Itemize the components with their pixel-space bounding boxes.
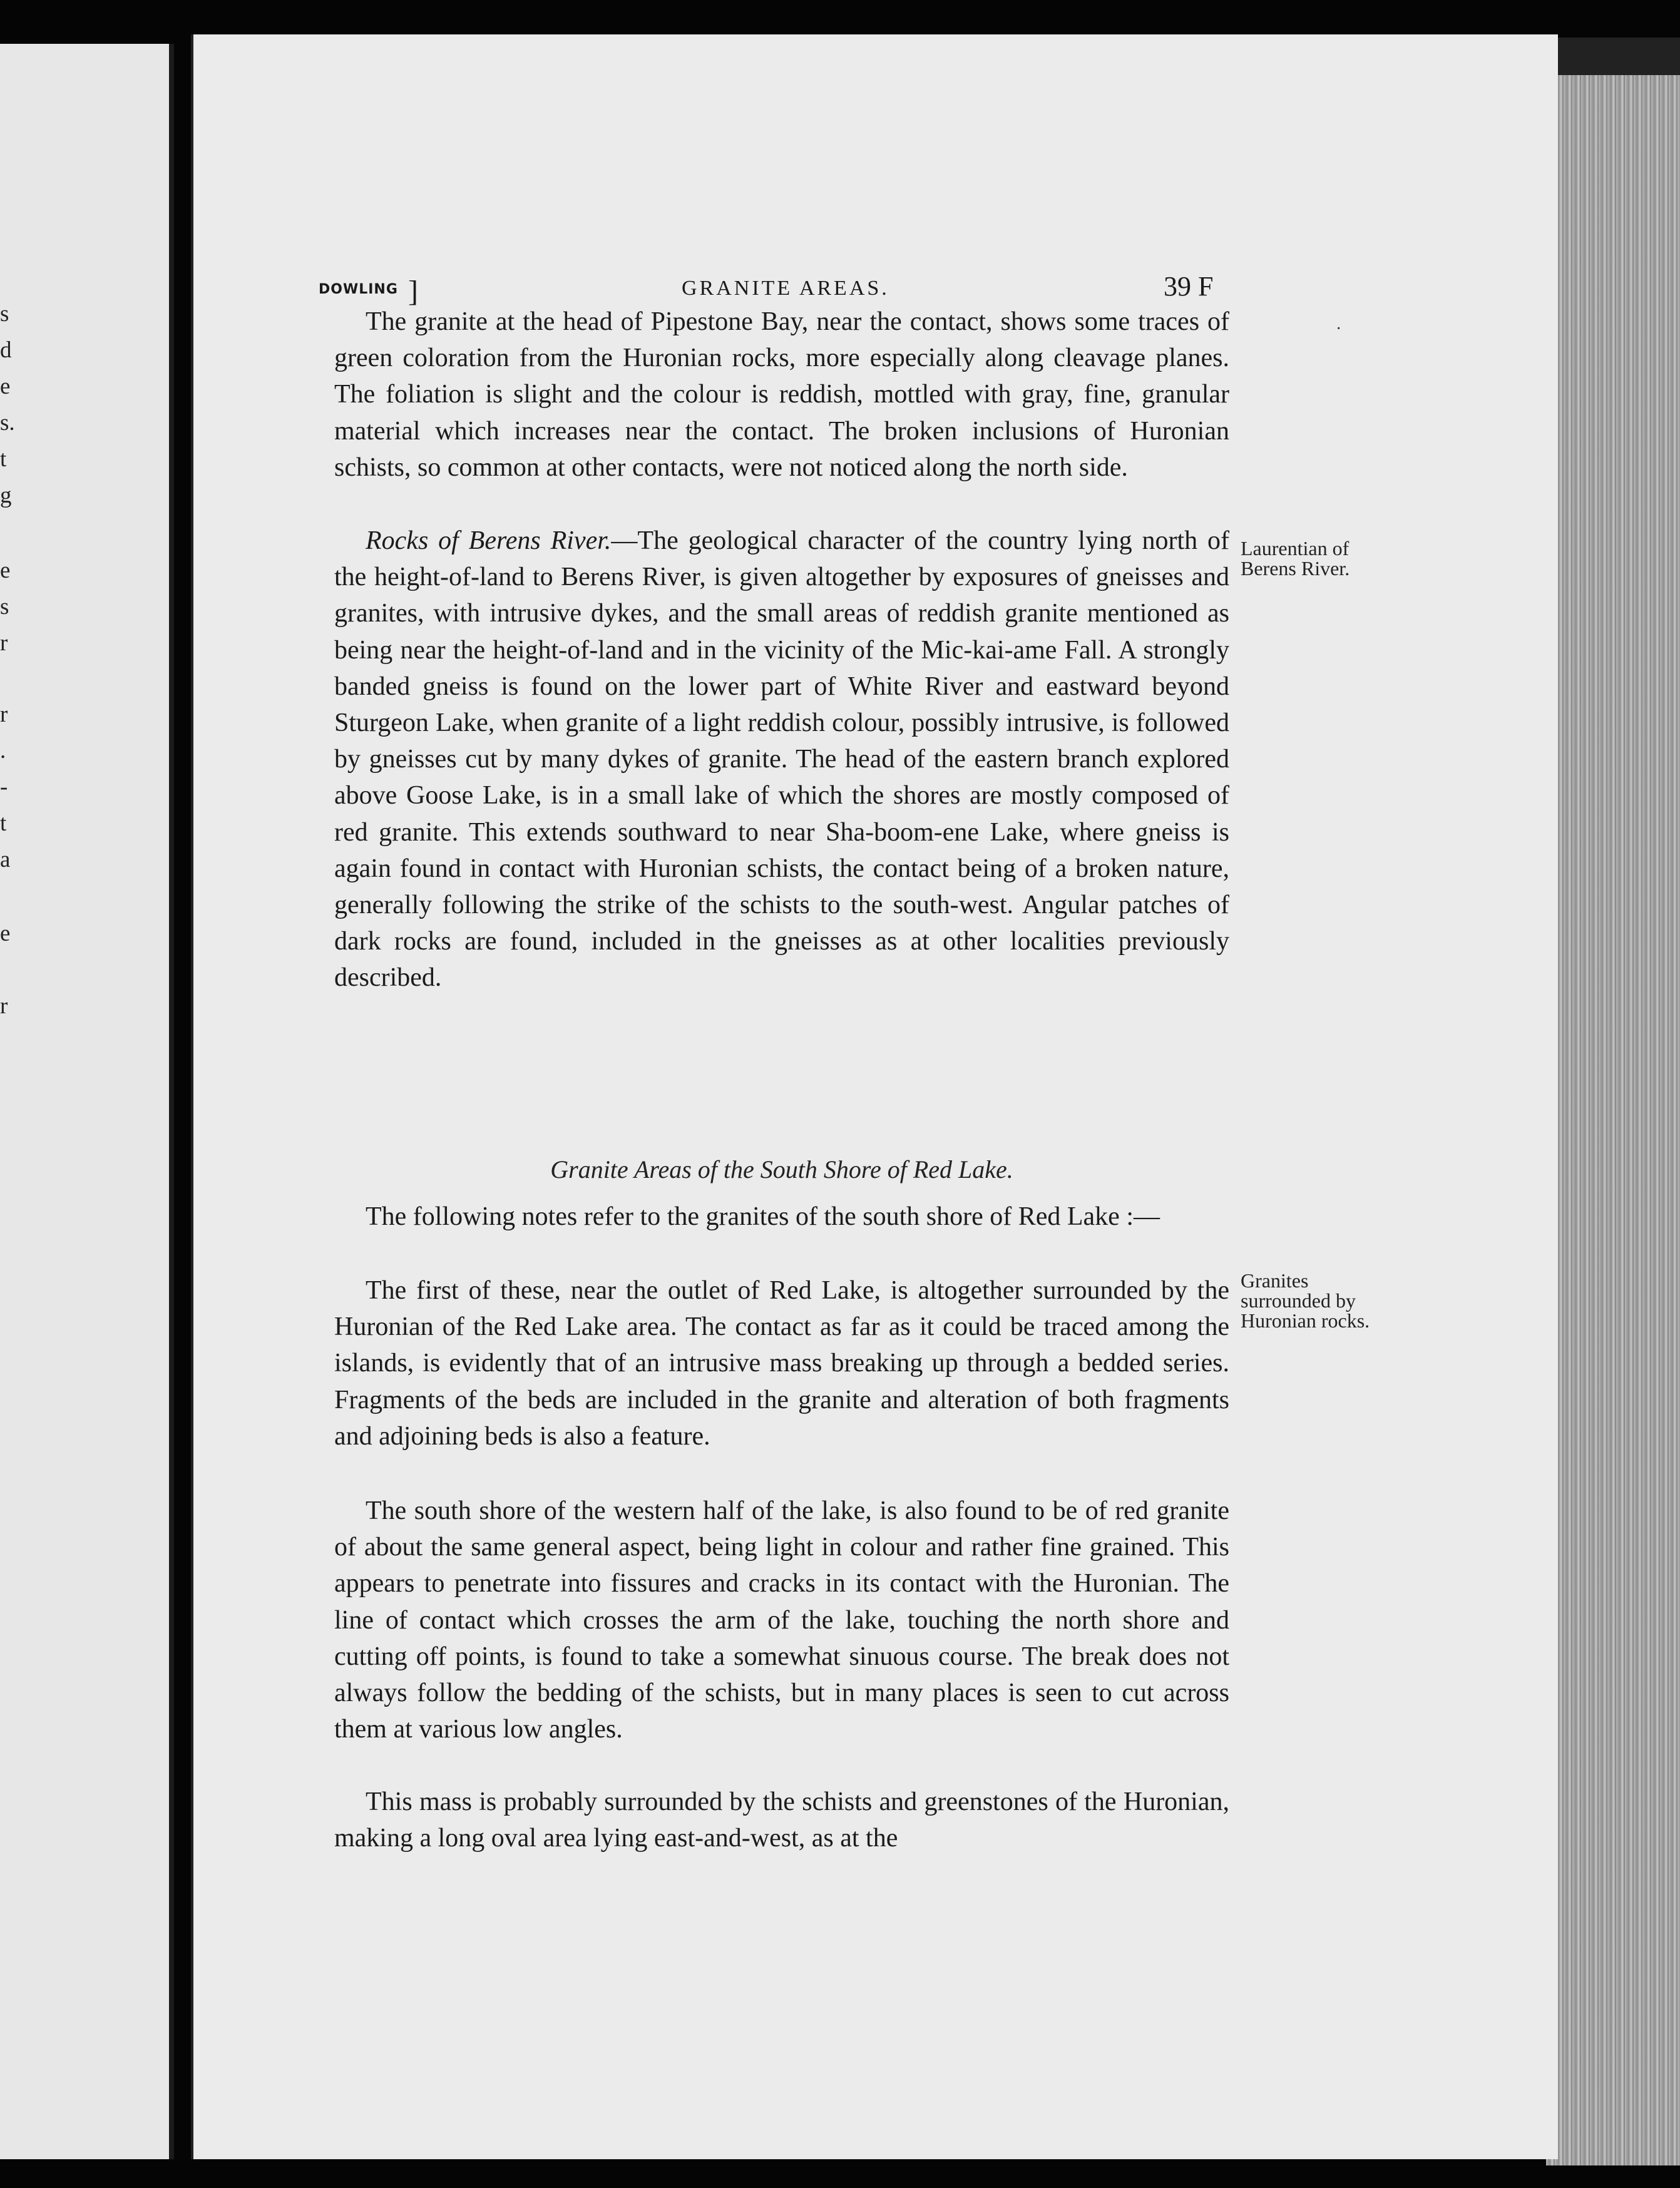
speck: · [1336, 319, 1342, 339]
book-edge-shadow [1546, 38, 1680, 75]
facing-page-fragment: s [0, 301, 9, 327]
facing-page-fragment: g [0, 483, 12, 508]
facing-page-fragment: s. [0, 410, 15, 436]
paragraph [334, 1199, 1229, 1235]
section-heading: Granite Areas of the South Shore of Red Lake. [550, 1155, 1013, 1183]
paragraph [334, 1784, 1229, 1856]
facing-page-fragment: e [0, 374, 11, 399]
facing-page-fragment: r [0, 702, 8, 727]
header-title: GRANITE AREAS. [682, 277, 889, 300]
facing-page-fragment: t [0, 810, 7, 836]
paragraph-text: The granite at the head of Pipestone Bay, near the contact, shows some traces of green coloration from the Huronian rocks, more especially along cleavage planes. The foliation is slight and the colour is reddish, mottled with gray, fine, granular material which increases near the contact. The broken inclusions of Huronian schists, so common at other contacts, were not noticed along the north side. [334, 307, 1229, 482]
facing-page-fragment: r [0, 993, 8, 1019]
paragraph-text: The south shore of the western half of the lake, is also found to be of red granite of about the same general aspect, being light in colour and rather fine grained. This appears to penetrate into fissures and cracks in its contact with the Huronian. The line of contact which crosses the arm of the lake, touching the north shore and cutting off points, is found to take a somewhat sinuous course. The break does not always follow the bedding of the schists, but in many places is seen to cut across them at various low angles. [334, 1496, 1229, 1744]
paragraph-lead: Rocks of Berens River. [366, 526, 612, 555]
facing-page-fragment: a [0, 847, 11, 872]
facing-page-fragment: d [0, 337, 12, 363]
book-page [191, 34, 1558, 2159]
paragraph-text: —The geological character of the country lying north of the height-of-land to Berens River, is given altogether by exposures of gneisses and granites, with intrusive dykes, and the small areas of reddish granite mentioned as being near the height-of-land and in the vicinity of the Mic-kai-ame Fall. A strongly banded gneiss is found on the lower part of White River and eastward beyond Sturgeon Lake, when granite of a light reddish colour, possibly intrusive, is followed by gneisses cut by many dykes of granite. The head of the eastern branch explored above Goose Lake, is in a small lake of which the shores are mostly composed of red granite. This extends southward to near Sha-boom-ene Lake, where gneiss is again found in contact with Huronian schists, the contact being of a broken nature, generally following the strike of the schists to the south-west. Angular patches of dark rocks are found, included in the gneisses as at other localities previously described. [334, 526, 1229, 993]
facing-page-fragment: r [0, 630, 8, 656]
paragraph-text: The following notes refer to the granites of the south shore of Red Lake :— [366, 1202, 1160, 1231]
paragraph-text: The first of these, near the outlet of Red Lake, is altogether surrounded by the Huronian of the Red Lake area. The contact as far as it could be traced among the islands, is evidently that of an intrusive mass breaking up through a bedded series. Fragments of the beds are included in the granite and alteration of both fragments and adjoining beds is also a feature. [334, 1276, 1229, 1451]
facing-page-fragment: e [0, 921, 11, 946]
paragraph [334, 304, 1229, 486]
margin-note: Granites surrounded by Huronian rocks. [1241, 1269, 1370, 1332]
page-number: 39 F [1164, 271, 1214, 302]
facing-page-fragment: . [0, 738, 6, 764]
paragraph [334, 523, 1229, 996]
facing-page-fragment: e [0, 558, 11, 583]
paragraph-text: This mass is probably surrounded by the schists and greenstones of the Huronian, making a long oval area lying east-and-west, as at the [334, 1787, 1229, 1853]
header-bracket: ] [408, 275, 418, 308]
facing-page-fragment: t [0, 446, 7, 472]
paragraph [334, 1493, 1229, 1747]
book-page-edges [1546, 38, 1680, 2165]
header-author: DOWLING [319, 282, 398, 297]
facing-page [0, 44, 174, 2159]
paragraph [334, 1272, 1229, 1454]
facing-page-fragment: - [0, 774, 8, 800]
margin-note: Laurentian of Berens River. [1241, 537, 1350, 580]
facing-page-fragment: s [0, 594, 9, 620]
